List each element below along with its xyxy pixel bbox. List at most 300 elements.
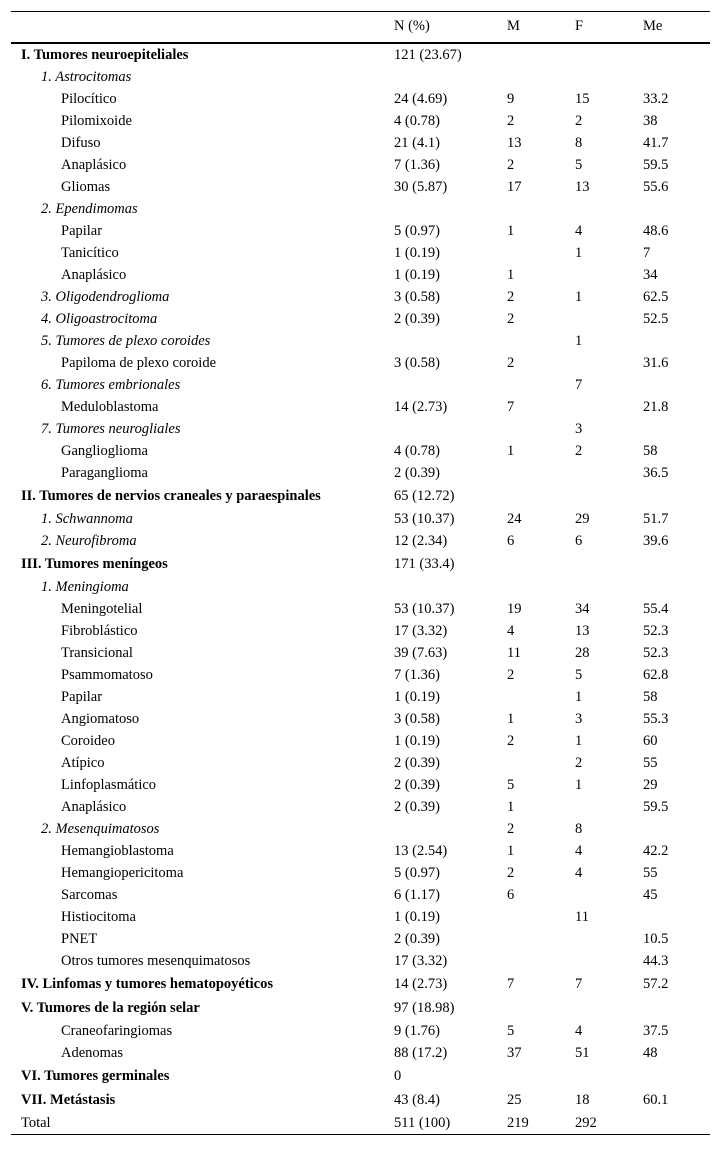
table-header-row — [11, 12, 710, 43]
table-row — [11, 731, 710, 753]
row-me: 21.8 — [643, 399, 669, 415]
row-m — [507, 199, 575, 221]
row-m — [507, 419, 575, 441]
row-m — [507, 331, 575, 353]
row-n: 6 (1.17) — [394, 887, 440, 903]
row-label: VII. Metástasis — [21, 1092, 116, 1108]
row-m: 19 — [507, 601, 522, 617]
row-me — [643, 997, 710, 1021]
row-f — [575, 43, 643, 67]
row-me — [643, 331, 710, 353]
row-n: 53 (10.37) — [394, 601, 455, 617]
row-m: 2 — [507, 733, 515, 749]
row-f: 2 — [575, 755, 583, 771]
row-f — [575, 1065, 643, 1089]
table-row — [11, 331, 710, 353]
row-n — [390, 375, 507, 397]
row-m: 2 — [507, 821, 515, 837]
row-n: 4 (0.78) — [394, 113, 440, 129]
row-n: 17 (3.32) — [394, 623, 448, 639]
row-label: Difuso — [61, 135, 101, 151]
row-m — [507, 485, 575, 509]
row-me: 60 — [643, 733, 658, 749]
row-n: 5 (0.97) — [394, 223, 440, 239]
row-n — [390, 331, 507, 353]
row-label: III. Tumores meníngeos — [21, 556, 168, 572]
row-m — [507, 43, 575, 67]
row-label: PNET — [61, 931, 98, 947]
table-row — [11, 929, 710, 951]
row-n: 0 — [394, 1068, 402, 1084]
table-row — [11, 863, 710, 885]
row-m: 2 — [507, 667, 515, 683]
table-row — [11, 509, 710, 531]
table-row — [11, 133, 710, 155]
row-f: 1 — [575, 245, 583, 261]
table-row — [11, 265, 710, 287]
row-f — [575, 797, 643, 819]
row-m: 4 — [507, 623, 515, 639]
row-m — [507, 951, 575, 973]
row-f: 4 — [575, 223, 583, 239]
row-m: 2 — [507, 157, 515, 173]
row-f: 11 — [575, 909, 589, 925]
row-m: 1 — [507, 223, 515, 239]
row-m — [507, 463, 575, 485]
row-label: Otros tumores mesenquimatosos — [61, 953, 251, 969]
row-m: 24 — [507, 511, 522, 527]
table-row — [11, 111, 710, 133]
table-row — [11, 155, 710, 177]
row-me: 10.5 — [643, 931, 669, 947]
row-f: 4 — [575, 1023, 583, 1039]
row-n — [390, 67, 507, 89]
row-me: 29 — [643, 777, 658, 793]
row-label: Ganglioglioma — [61, 443, 148, 459]
table-row — [11, 67, 710, 89]
header-f: F — [575, 12, 643, 43]
table-row — [11, 709, 710, 731]
row-me — [643, 43, 710, 67]
table-row — [11, 353, 710, 375]
row-f — [575, 309, 643, 331]
table-row — [11, 951, 710, 973]
row-me: 55.6 — [643, 179, 669, 195]
row-f — [575, 951, 643, 973]
row-f: 5 — [575, 667, 583, 683]
row-label: Linfoplasmático — [61, 777, 157, 793]
row-me: 52.5 — [643, 311, 669, 327]
row-m — [507, 577, 575, 599]
row-f — [575, 997, 643, 1021]
row-me: 62.5 — [643, 289, 669, 305]
row-n: 171 (33.4) — [394, 556, 455, 572]
row-m: 5 — [507, 1023, 515, 1039]
table-row — [11, 797, 710, 819]
row-f: 1 — [575, 689, 583, 705]
row-n: 2 (0.39) — [394, 799, 440, 815]
row-n: 3 (0.58) — [394, 355, 440, 371]
row-m: 2 — [507, 355, 515, 371]
table-row — [11, 243, 710, 265]
row-f: 7 — [575, 976, 583, 992]
row-label: Anaplásico — [61, 267, 127, 283]
row-f: 15 — [575, 91, 590, 107]
row-f: 34 — [575, 601, 590, 617]
row-m: 9 — [507, 91, 515, 107]
table-row — [11, 441, 710, 463]
row-label: Anaplásico — [61, 157, 127, 173]
row-label: 1. Meningioma — [41, 579, 129, 595]
row-m — [507, 553, 575, 577]
row-f — [575, 67, 643, 89]
row-f: 13 — [575, 179, 590, 195]
row-n: 30 (5.87) — [394, 179, 448, 195]
header-me: Me — [643, 12, 710, 43]
row-me: 52.3 — [643, 645, 669, 661]
row-m: 1 — [507, 267, 515, 283]
row-label: I. Tumores neuroepiteliales — [21, 46, 189, 63]
row-me: 57.2 — [643, 976, 669, 992]
row-n: 14 (2.73) — [394, 399, 448, 415]
row-label: Pilomixoide — [61, 113, 132, 129]
table-row — [11, 643, 710, 665]
row-m — [507, 1065, 575, 1089]
table-row — [11, 1065, 710, 1089]
row-f — [575, 885, 643, 907]
row-f: 8 — [575, 135, 583, 151]
row-me: 42.2 — [643, 843, 669, 859]
row-f — [575, 463, 643, 485]
header-label — [11, 12, 390, 43]
row-label: Psammomatoso — [61, 667, 153, 683]
row-n: 1 (0.19) — [394, 267, 440, 283]
row-n: 97 (18.98) — [394, 1000, 455, 1016]
row-me — [643, 577, 710, 599]
row-me: 41.7 — [643, 135, 669, 151]
table-row — [11, 485, 710, 509]
row-m — [507, 375, 575, 397]
row-m: 7 — [507, 976, 515, 992]
row-f — [575, 553, 643, 577]
row-label: 6. Tumores embrionales — [41, 377, 181, 393]
row-f — [575, 199, 643, 221]
row-label: Craneofaringiomas — [61, 1023, 173, 1039]
table-container — [11, 11, 710, 1135]
row-label: 7. Tumores neurogliales — [41, 421, 181, 437]
row-f: 7 — [575, 377, 583, 393]
row-me: 44.3 — [643, 953, 669, 969]
table-row — [11, 221, 710, 243]
row-label: Hemangiopericitoma — [61, 865, 184, 881]
row-m — [507, 243, 575, 265]
row-label: 4. Oligoastrocitoma — [41, 311, 158, 327]
row-m: 7 — [507, 399, 515, 415]
row-me: 36.5 — [643, 465, 669, 481]
row-me — [643, 485, 710, 509]
row-label: Tanicítico — [61, 245, 119, 261]
row-me: 7 — [643, 245, 651, 261]
table-row — [11, 199, 710, 221]
row-label: Angiomatoso — [61, 711, 140, 727]
row-f: 4 — [575, 865, 583, 881]
row-me: 55 — [643, 755, 658, 771]
table-row — [11, 531, 710, 553]
row-me — [643, 375, 710, 397]
row-f: 4 — [575, 843, 583, 859]
row-me — [643, 199, 710, 221]
row-m: 2 — [507, 865, 515, 881]
row-f: 3 — [575, 421, 583, 437]
row-me — [643, 1065, 710, 1089]
row-me: 59.5 — [643, 799, 669, 815]
row-me: 48.6 — [643, 223, 669, 239]
row-n: 5 (0.97) — [394, 865, 440, 881]
row-label: Paraganglioma — [61, 465, 148, 481]
row-n: 9 (1.76) — [394, 1023, 440, 1039]
row-me: 55 — [643, 865, 658, 881]
row-me — [643, 819, 710, 841]
row-label: Meningotelial — [61, 601, 143, 617]
table-row — [11, 287, 710, 309]
row-m: 6 — [507, 887, 515, 903]
row-label: VI. Tumores germinales — [21, 1068, 170, 1084]
header-n: N (%) — [390, 12, 507, 43]
row-m — [507, 687, 575, 709]
row-n: 14 (2.73) — [394, 976, 448, 992]
row-m: 2 — [507, 311, 515, 327]
table-row — [11, 577, 710, 599]
row-f: 2 — [575, 113, 583, 129]
row-f: 28 — [575, 645, 590, 661]
row-n: 2 (0.39) — [394, 311, 440, 327]
row-label: Papiloma de plexo coroide — [61, 355, 217, 371]
row-n — [390, 819, 507, 841]
row-me — [643, 419, 710, 441]
row-m: 219 — [507, 1113, 575, 1135]
row-label: 5. Tumores de plexo coroides — [41, 333, 211, 349]
row-m — [507, 67, 575, 89]
row-n: 1 (0.19) — [394, 689, 440, 705]
row-me: 33.2 — [643, 91, 669, 107]
row-f: 3 — [575, 711, 583, 727]
row-label: Gliomas — [61, 179, 111, 195]
row-f: 13 — [575, 623, 590, 639]
row-m: 37 — [507, 1045, 522, 1061]
row-n: 121 (23.67) — [394, 46, 462, 63]
row-n: 7 (1.36) — [394, 157, 440, 173]
row-me — [643, 1113, 710, 1135]
row-label: 2. Neurofibroma — [41, 533, 137, 549]
row-n: 39 (7.63) — [394, 645, 448, 661]
row-n — [390, 577, 507, 599]
row-m: 11 — [507, 645, 521, 661]
table-row — [11, 665, 710, 687]
row-label: Pilocítico — [61, 91, 117, 107]
row-me: 39.6 — [643, 533, 669, 549]
row-label: 2. Ependimomas — [41, 201, 138, 217]
table-row — [11, 375, 710, 397]
row-m: 1 — [507, 799, 515, 815]
row-me: 60.1 — [643, 1092, 669, 1108]
row-label: Transicional — [61, 645, 133, 661]
row-n: 3 (0.58) — [394, 711, 440, 727]
row-n — [390, 199, 507, 221]
row-label: Atípico — [61, 755, 105, 771]
row-me: 52.3 — [643, 623, 669, 639]
row-f: 18 — [575, 1092, 590, 1108]
row-n: 2 (0.39) — [394, 465, 440, 481]
table-row — [11, 309, 710, 331]
row-me: 62.8 — [643, 667, 669, 683]
row-me: 51.7 — [643, 511, 669, 527]
row-f: 2 — [575, 443, 583, 459]
row-label: 1. Schwannoma — [41, 511, 133, 527]
row-m — [507, 907, 575, 929]
table-row — [11, 553, 710, 577]
row-label: Anaplásico — [61, 799, 127, 815]
row-f: 1 — [575, 777, 583, 793]
table-row — [11, 463, 710, 485]
table-row — [11, 885, 710, 907]
row-f: 292 — [575, 1113, 643, 1135]
row-me: 55.4 — [643, 601, 669, 617]
table-row — [11, 1043, 710, 1065]
row-me: 48 — [643, 1045, 658, 1061]
row-label: Hemangioblastoma — [61, 843, 174, 859]
row-n: 24 (4.69) — [394, 91, 448, 107]
table-row — [11, 419, 710, 441]
row-me: 38 — [643, 113, 658, 129]
table-row — [11, 1021, 710, 1043]
row-me: 59.5 — [643, 157, 669, 173]
row-n: 1 (0.19) — [394, 245, 440, 261]
table-row — [11, 841, 710, 863]
row-label: 2. Mesenquimatosos — [41, 821, 160, 837]
table-body — [11, 43, 710, 1135]
row-m: 6 — [507, 533, 515, 549]
row-label: Meduloblastoma — [61, 399, 159, 415]
row-n: 21 (4.1) — [394, 135, 440, 151]
table-row — [11, 973, 710, 997]
row-f: 1 — [575, 289, 583, 305]
row-f — [575, 929, 643, 951]
table-row — [11, 819, 710, 841]
row-f — [575, 577, 643, 599]
row-f: 8 — [575, 821, 583, 837]
row-f — [575, 397, 643, 419]
row-n — [390, 419, 507, 441]
row-f: 5 — [575, 157, 583, 173]
row-label: Total — [11, 1113, 390, 1135]
row-n: 2 (0.39) — [394, 755, 440, 771]
row-f — [575, 485, 643, 509]
row-me: 34 — [643, 267, 658, 283]
row-f: 6 — [575, 533, 583, 549]
row-n: 65 (12.72) — [394, 488, 455, 504]
table-row — [11, 599, 710, 621]
row-m: 1 — [507, 443, 515, 459]
row-n: 17 (3.32) — [394, 953, 448, 969]
row-me — [643, 907, 710, 929]
row-m: 1 — [507, 711, 515, 727]
table-row — [11, 753, 710, 775]
row-me — [643, 553, 710, 577]
table-row — [11, 621, 710, 643]
row-n: 12 (2.34) — [394, 533, 448, 549]
row-n: 4 (0.78) — [394, 443, 440, 459]
row-me: 37.5 — [643, 1023, 669, 1039]
row-n: 2 (0.39) — [394, 777, 440, 793]
row-f: 1 — [575, 733, 583, 749]
row-m: 1 — [507, 843, 515, 859]
row-label: IV. Linfomas y tumores hematopoyéticos — [21, 976, 274, 992]
row-n: 511 (100) — [390, 1113, 507, 1135]
row-n: 1 (0.19) — [394, 733, 440, 749]
row-label: Adenomas — [61, 1045, 124, 1061]
row-me: 58 — [643, 689, 658, 705]
row-m: 17 — [507, 179, 522, 195]
row-m: 5 — [507, 777, 515, 793]
row-n: 43 (8.4) — [394, 1092, 440, 1108]
row-n: 1 (0.19) — [394, 909, 440, 925]
row-f: 51 — [575, 1045, 590, 1061]
row-m: 2 — [507, 113, 515, 129]
row-n: 13 (2.54) — [394, 843, 448, 859]
row-n: 3 (0.58) — [394, 289, 440, 305]
table-row — [11, 89, 710, 111]
row-label: Histiocitoma — [61, 909, 136, 925]
row-n: 53 (10.37) — [394, 511, 455, 527]
row-label: Sarcomas — [61, 887, 118, 903]
row-f — [575, 353, 643, 375]
row-label: 1. Astrocitomas — [41, 69, 132, 85]
table-row — [11, 1113, 710, 1135]
row-me: 31.6 — [643, 355, 669, 371]
row-me: 45 — [643, 887, 658, 903]
row-f — [575, 265, 643, 287]
row-m — [507, 753, 575, 775]
row-me: 58 — [643, 443, 658, 459]
row-m — [507, 997, 575, 1021]
table-row — [11, 775, 710, 797]
row-m — [507, 929, 575, 951]
row-me: 55.3 — [643, 711, 669, 727]
table-row — [11, 687, 710, 709]
row-m: 25 — [507, 1092, 522, 1108]
row-n: 7 (1.36) — [394, 667, 440, 683]
table-row — [11, 997, 710, 1021]
table-row — [11, 397, 710, 419]
row-label: 3. Oligodendroglioma — [41, 289, 170, 305]
row-label: Papilar — [61, 223, 103, 239]
row-label: Fibroblástico — [61, 623, 138, 639]
row-label: II. Tumores de nervios craneales y paraespinales — [21, 488, 321, 504]
row-f: 1 — [575, 333, 583, 349]
row-label: Papilar — [61, 689, 103, 705]
table-row — [11, 1089, 710, 1113]
row-f: 29 — [575, 511, 590, 527]
table-row — [11, 177, 710, 199]
table-row — [11, 43, 710, 67]
header-m: M — [507, 12, 575, 43]
row-n: 2 (0.39) — [394, 931, 440, 947]
row-m: 13 — [507, 135, 522, 151]
row-label: Coroideo — [61, 733, 115, 749]
table-row — [11, 907, 710, 929]
row-me — [643, 67, 710, 89]
row-m: 2 — [507, 289, 515, 305]
